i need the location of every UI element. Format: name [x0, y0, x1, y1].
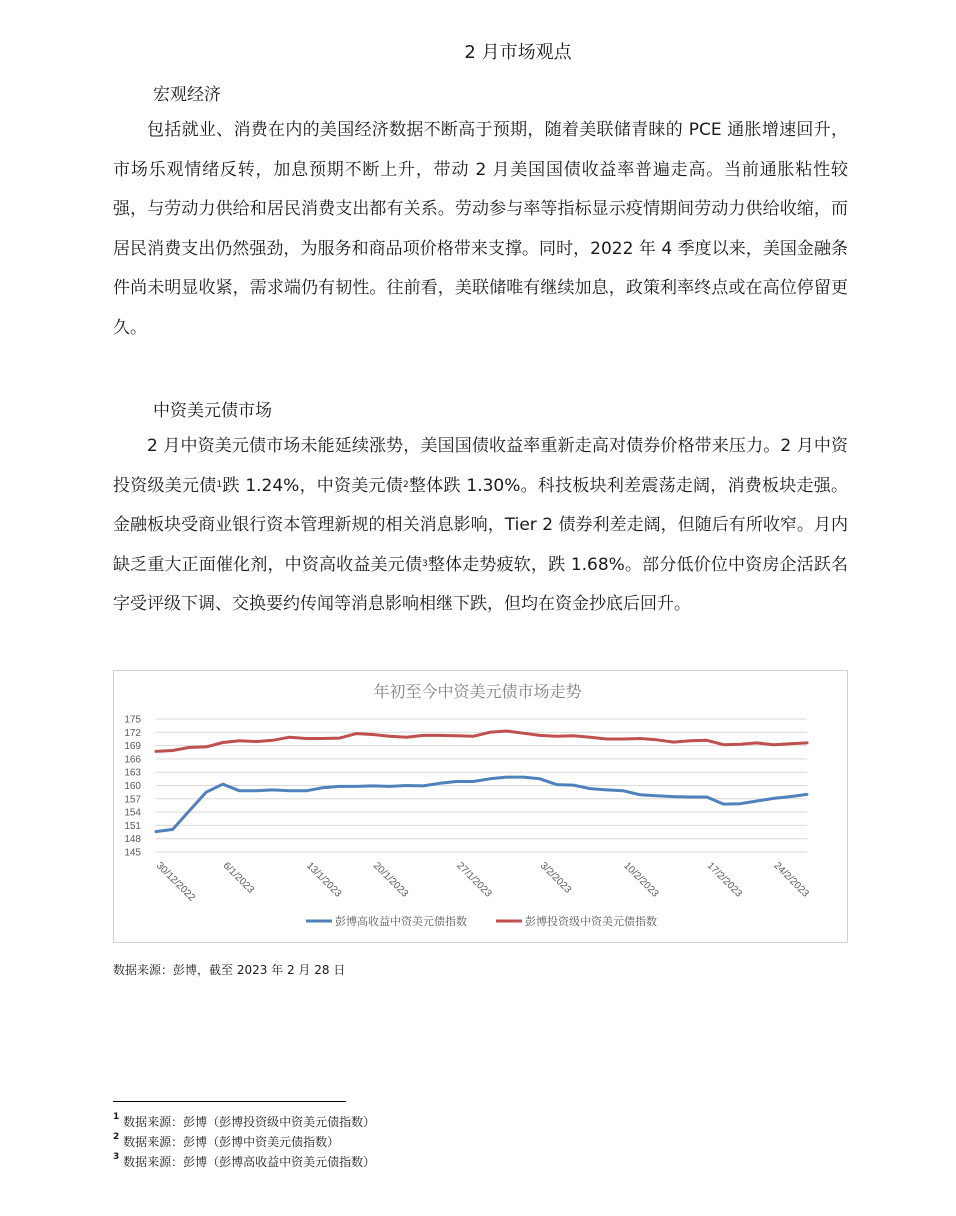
- footnote-ref-2: 2: [403, 479, 409, 490]
- x-tick-label: 6/1/2023: [220, 860, 256, 896]
- x-tick-label: 17/2/2023: [704, 860, 744, 900]
- footnote-3: [113, 1153, 375, 1170]
- footnote-text: 数据来源：彭博（彭博中资美元债指数）: [123, 1135, 340, 1149]
- x-tick-label: 10/2/2023: [621, 860, 661, 900]
- footnote-ref-3: 3: [422, 558, 428, 569]
- footnote-number: 2: [113, 1132, 120, 1142]
- series-line-2: [156, 731, 807, 751]
- footnote-ref-1: 1: [216, 479, 223, 490]
- y-tick-label: 157: [124, 794, 141, 806]
- y-tick-label: 151: [124, 820, 141, 832]
- y-tick-label: 163: [124, 767, 141, 779]
- footnote-number: 3: [113, 1152, 120, 1162]
- y-tick-label: 172: [124, 727, 141, 739]
- para-text-a: 2 月中资美元债市场未能延续涨势，美国国债收益率重新走高对债券价格带来压力。2 月中资投资级美元债: [113, 436, 848, 496]
- paragraph-macro: 包括就业、消费在内的美国经济数据不断高于预期，随着美联储青睐的 PCE 通胀增速回升，市场乐观情绪反转，加息预期不断上升，带动 2 月美国国债收益率普遍走高。当前通胀粘性较强，与劳动力供给和居民消费支出都有关系。劳动参与率等指标显示疫情期间劳动力供给收缩，而居民消费支出仍然强劲，为服务和商品项价格带来支撑。同时，2022 年 4 季度以来，美国金融条件尚未明显收紧，需求端仍有韧性。往前看，美联储唯有继续加息，政策利率终点或在高位停留更久。: [113, 120, 848, 338]
- x-tick-label: 3/2/2023: [537, 860, 574, 896]
- footnote-number: 1: [113, 1112, 120, 1122]
- para-text-c: 整体跌 1.30%。科技板块利差震荡走阔，消费板块走强。金融板块受商业银行资本管理新规的相关消息影响，Tier 2 债券利差走阔，但随后有所收窄。月内缺乏重大正面催化剂，中资高收益美元债: [113, 475, 848, 575]
- page-title: 2 月市场观点: [464, 42, 572, 63]
- footnote-2: [113, 1133, 339, 1150]
- data-source-note: 数据来源：彭博，截至 2023 年 2 月 28 日: [113, 963, 346, 977]
- y-tick-label: 160: [124, 781, 141, 792]
- footnote-text: 数据来源：彭博（彭博投资级中资美元债指数）: [123, 1115, 376, 1129]
- section-heading-macro: 宏观经济: [153, 85, 221, 105]
- y-tick-label: 154: [124, 807, 141, 819]
- chart-container: [113, 670, 848, 943]
- y-tick-label: 169: [124, 741, 141, 753]
- x-tick-label: 20/1/2023: [370, 860, 411, 900]
- x-tick-label: 13/1/2023: [304, 860, 344, 900]
- paragraph-cn-usd-bond: [113, 427, 848, 625]
- footnote-1: [113, 1113, 375, 1130]
- x-tick-label: 27/1/2023: [454, 860, 494, 900]
- line-chart: [114, 671, 847, 942]
- x-tick-label: 30/12/2022: [153, 860, 198, 904]
- y-tick-label: 148: [124, 834, 141, 846]
- para-text-b: 跌 1.24%，中资美元债: [222, 475, 404, 496]
- para-text-d: 整体走势疲软，跌 1.68%。部分低价位中资房企活跃名字受评级下调、交换要约传闻等消息影响相继下跌，但均在资金抄底后回升。: [113, 554, 848, 614]
- y-tick-label: 145: [124, 847, 141, 859]
- legend-label: 彭博投资级中资美元债指数: [525, 915, 657, 928]
- y-tick-label: 166: [124, 754, 141, 766]
- y-tick-label: 175: [124, 714, 141, 726]
- legend-label: 彭博高收益中资美元债指数: [335, 915, 467, 928]
- footnote-separator: [113, 1101, 346, 1102]
- footnote-text: 数据来源：彭博（彭博高收益中资美元债指数）: [123, 1155, 376, 1169]
- section-heading-cn-usd-bond: 中资美元债市场: [153, 401, 272, 421]
- chart-title: 年初至今中资美元债市场走势: [373, 682, 582, 701]
- x-tick-label: 24/2/2023: [771, 860, 811, 900]
